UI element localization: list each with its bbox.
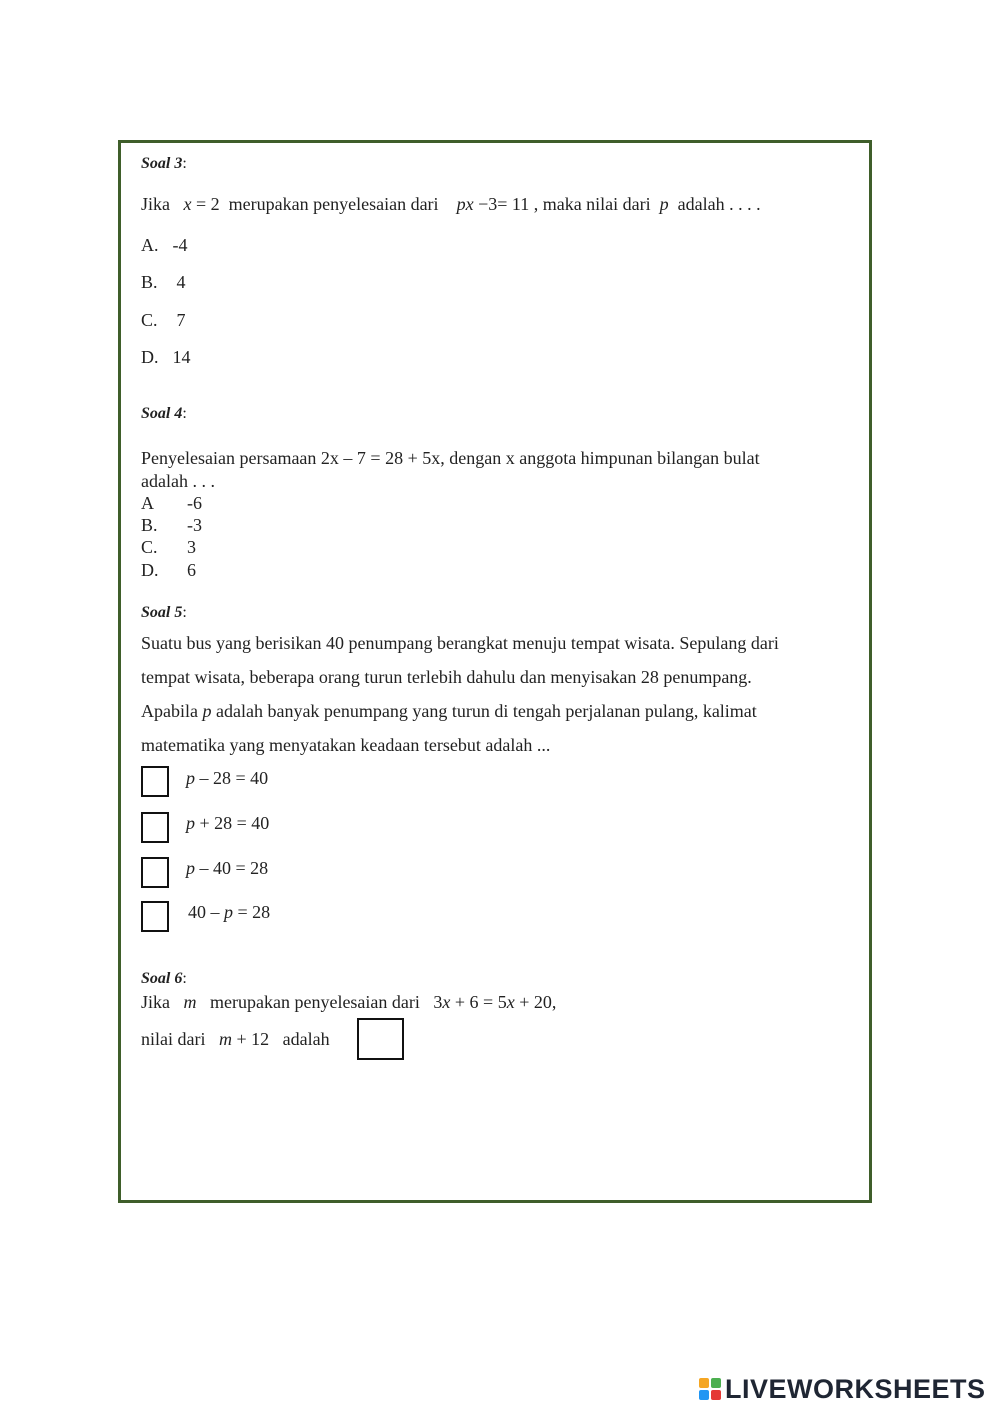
- soal5-para-line2: tempat wisata, beberapa orang turun terlebih dahulu dan menyisakan 28 penumpang.: [141, 667, 752, 687]
- soal4-title: Soal 4:: [141, 405, 187, 422]
- logo-text: LIVEWORKSHEETS: [725, 1373, 986, 1404]
- soal4-option-c: C. 3: [141, 537, 196, 557]
- soal5-option-4-checkbox[interactable]: [141, 901, 169, 932]
- logo-square-3: [699, 1390, 709, 1400]
- soal5-title: Soal 5:: [141, 604, 187, 621]
- soal3-option-a: A. -4: [141, 235, 188, 255]
- liveworksheets-logo[interactable]: [699, 1374, 986, 1404]
- soal4-option-a: A -6: [141, 493, 202, 513]
- soal3-title: Soal 3:: [141, 155, 187, 172]
- liveworksheets-logo-icon: [699, 1378, 721, 1400]
- logo-square-4: [711, 1390, 721, 1400]
- logo-square-2: [711, 1378, 721, 1388]
- soal4-option-b: B. -3: [141, 515, 202, 535]
- logo-square-1: [699, 1378, 709, 1388]
- soal4-question-line1: Penyelesaian persamaan 2x – 7 = 28 + 5x, dengan x anggota himpunan bilangan bulat: [141, 448, 760, 468]
- soal5-option-4-label: 40 – p = 28: [188, 902, 271, 922]
- soal5-para-line3: Apabila p adalah banyak penumpang yang turun di tengah perjalanan pulang, kalimat: [141, 701, 757, 721]
- soal3-option-c: C. 7: [141, 310, 186, 330]
- soal5-para-line4: matematika yang menyatakan keadaan tersebut adalah ...: [141, 735, 551, 755]
- soal3-option-d: D. 14: [141, 347, 191, 367]
- soal6-answer-box[interactable]: [357, 1018, 404, 1060]
- soal6-line2: nilai dari m + 12 adalah: [141, 1029, 330, 1049]
- soal6-line1: Jika m merupakan penyelesaian dari 3x + 6 = 5x + 20,: [141, 992, 557, 1012]
- soal3-option-b: B. 4: [141, 272, 186, 292]
- soal4-option-d: D. 6: [141, 560, 196, 580]
- soal3-question: Jika x = 2 merupakan penyelesaian dari px −3= 11 , maka nilai dari p adalah . . . .: [141, 194, 761, 214]
- soal5-option-3-checkbox[interactable]: [141, 857, 169, 888]
- soal5-option-3-label: p – 40 = 28: [186, 858, 269, 878]
- soal5-para-line1: Suatu bus yang berisikan 40 penumpang berangkat menuju tempat wisata. Sepulang dari: [141, 633, 779, 653]
- soal4-question-line2: adalah . . .: [141, 471, 215, 491]
- soal5-option-1-checkbox[interactable]: [141, 766, 169, 797]
- soal5-option-2-label: p + 28 = 40: [186, 813, 270, 833]
- soal6-title: Soal 6:: [141, 970, 187, 987]
- soal5-option-1-label: p – 28 = 40: [186, 768, 269, 788]
- soal5-option-2-checkbox[interactable]: [141, 812, 169, 843]
